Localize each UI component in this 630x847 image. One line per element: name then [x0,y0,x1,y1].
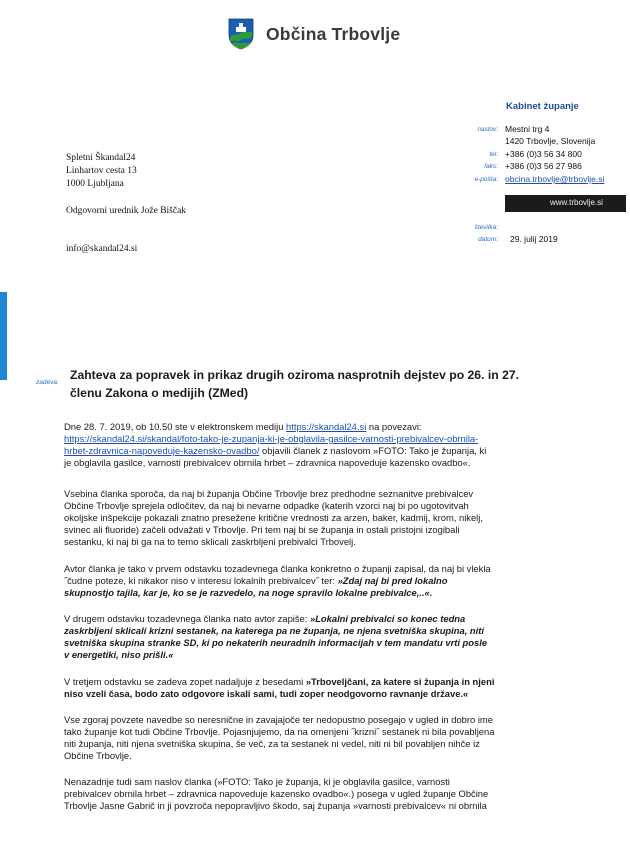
p2-line3: okoljske inšpekcije pokazali znatno presežene kritične vrednosti za arzen, baker, kadmij, krom, nikelj, [64,512,483,523]
p7-line2: prebivalcev obrnila hrbet – zdravnica napoveduje kazensko ovadbo«.) posega v ugled županje Občine [64,788,489,799]
p5-quote-start: »Trboveljčani, za katere si županja in njeni [305,676,495,687]
article-link-part1[interactable]: https://skandal24.si/skandal/foto-tako-je-zupanja-ki-je-obglavila-gasilce-varnosti-prebivalcev-obrnila- [64,433,479,444]
p2-line2: Občine Trbovlje sprejela odločitev, da naj bi nevarne odpadke (katerih vzorci naj bi po ugotovitvah [64,500,469,511]
p3-quote-start: »Zdaj naj bi pred lokalno [337,575,448,586]
recipient-email: info@skandal24.si [66,244,138,254]
subject-line1: Zahteva za popravek in prikaz drugih oziroma nasprotnih dejstev po 26. in 27. [70,368,520,382]
p4-quote-start: »Lokalni prebivalci so konec tedna [309,613,466,624]
p4-quote-4: v energetiki, niso prišli.« [64,649,174,660]
p3-text: ˝čudne poteze, ki nikakor niso v interesu lokalnih prebivalcev˝ ter: [64,575,338,586]
recipient-name: Spletni Škandal24 [66,153,136,163]
p3-line3 [64,587,432,598]
p1-text-title: objavili članek z naslovom »FOTO: Tako je županja, ki [259,445,487,456]
p5-text: V tretjem odstavku se zadeva zopet nadaljuje z besedami [64,676,306,687]
recipient-street: Linhartov cesta 13 [66,166,137,176]
side-accent-bar [0,292,7,380]
p4-quote-3: svetniška skupina stranke SD, ki po nekaterih neuradnih informacijah v tem mandatu vrti posle [64,637,488,648]
phone-label: tel: [489,151,498,158]
p6-line2: tako županje kot tudi Občine Trbovlje. Pojasnjujemo, da na omenjeni ˝krizni˝ sestanek ni bila povabljena [64,726,495,737]
p1-line1 [64,421,422,432]
subject-line2: členu Zakona o medijih (ZMed) [70,386,249,400]
date-label: datum: [478,236,498,243]
p3-line2 [64,575,448,586]
address-line2: 1420 Trbovlje, Slovenija [505,136,596,146]
p2-line1: Vsebina članka sporoča, da naj bi županja Občine Trbovlje brez predhodne seznanitve prebivalcev [64,488,474,499]
email-link[interactable]: obcina.trbovlje@trbovlje.si [505,174,605,184]
fax-label: faks: [484,163,498,170]
p3-line1: Avtor članka je tako v prvem odstavku tozadevnega članka konkretno o županji zapisal, da naj bi vlekla [64,563,491,574]
p4-line1 [64,613,465,624]
p7-line3: Trbovlje Jasne Gabrič in ji povzroča nepopravljivo škodo, saj županja »varnosti prebivalcev« ni obrnila [64,800,487,811]
recipient-editor: Odgovorni urednik Jože Biščak [66,206,187,216]
office-name: Kabinet županje [506,101,579,112]
p5-line2 [64,688,468,699]
p2-line5: sestanku, ki naj bi ga na to temo sklicali zaskrbljeni prebivalci Trbovelj. [64,536,356,547]
p7-line1: Nenazadnje tudi sam naslov članka (»FOTO: Tako je županja, ki je obglavila gasilce, varnosti [64,776,450,787]
skandal24-home-link[interactable]: https://skandal24.si [286,421,367,432]
p1-line3 [64,445,486,456]
p1-line2 [64,433,478,444]
subject-label: zadeva: [36,379,59,386]
address-line1: Mestni trg 4 [505,124,550,134]
phone-value: +386 (0)3 56 34 800 [505,149,582,159]
p4-text: V drugem odstavku tozadevnega članka nato avtor zapiše: [64,613,310,624]
fax-value: +386 (0)3 56 27 986 [505,161,582,171]
email-label: e-pošta: [474,176,498,183]
p1-text-tail: na povezavi: [366,421,422,432]
p2-line4: svinec ali fluoride) začeli odvažati v Trbovlje. Pri tem naj bi se županja in ostali pristojni izogibali [64,524,460,535]
recipient-city: 1000 Ljubljana [66,179,124,189]
p5-quote-end: niso vzeli časa, bodo zato odgovore iskali sami, tudi zoper neodgovorno ravnanje države.« [64,688,469,699]
p6-line1: Vse zgoraj povzete navedbe so neresnične in zavajajoče ter nedopustno posegajo v ugled in dobro ime [64,714,493,725]
p4-line4 [64,649,173,660]
p5-line1 [64,676,494,687]
website-link[interactable]: www.trbovlje.si [550,198,603,207]
p4-line3 [64,637,487,648]
address-label: naslov: [477,126,498,133]
p6-line4: Občine Trbovlje. [64,750,132,761]
p1-text: Dne 28. 7. 2019, ob 10.50 ste v elektronskem mediju [64,421,287,432]
p4-line2 [64,625,484,636]
p4-quote-2: zaskrbljeni sklicali krizni sestanek, na katerega pa ne županja, ne njena svetniška skupina, niti [64,625,484,636]
number-label: številka: [474,224,498,231]
p3-quote-end: skupnostjo tajila, kar je, ko se je razvedelo, na noge spravilo lokalne prebivalce,..«. [64,587,433,598]
municipality-crest-icon [228,18,254,50]
municipality-title: Občina Trbovlje [266,24,401,44]
p6-line3: niti županja, niti njena svetniška skupina, še več, za ta sestanek ni vedel, niti ni bil povabljen nihče iz [64,738,480,749]
article-link-part2[interactable]: hrbet-zdravnica-napoveduje-kazensko-ovadbo/ [64,445,260,456]
p1-line4: je obglavila gasilce, varnosti prebivalcev obrnila hrbet – zdravnica napoveduje kazensko ovadbo«. [64,457,471,468]
letter-date: 29. julij 2019 [510,234,558,244]
